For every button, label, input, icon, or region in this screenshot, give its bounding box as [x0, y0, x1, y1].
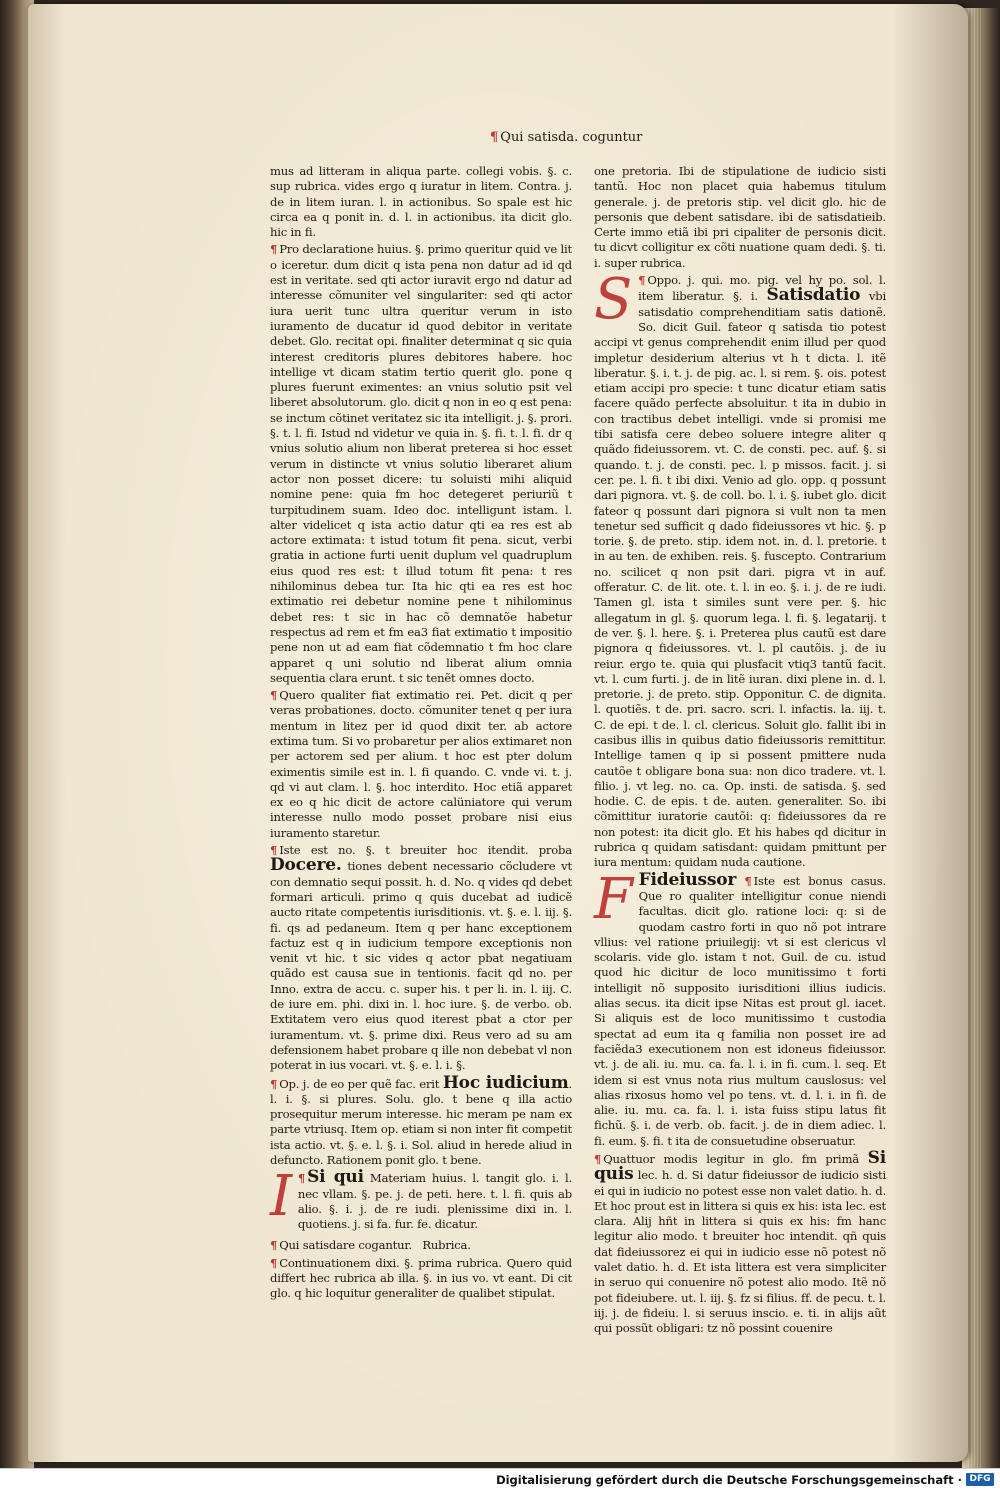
pilcrow-icon: ¶: [638, 273, 646, 288]
section-heading: Docere.: [270, 855, 342, 876]
pilcrow-icon: ¶: [270, 1238, 278, 1253]
paragraph: one pretoria. Ibi de stipulatione de iudicio sisti tantũ. Hoc non placet quia habemus titulum generale. j. de pretoris stip. vel dicit glo. hic de personis que debent satisdare. ibi de satisdatieib. Certe immo etiã ibi pri cipaliter de personis dicit. tu dicvt colligitur ex cõti nuatione quam dedi. §. ti. i. super rubrica.: [594, 164, 886, 270]
section-docere: ¶ Iste est no. §. t breuiter hoc itendit. proba Docere. tiones debent necessario cõcludere vt con demnatio sequi possit. h. d. No. q vides qd debet formari articuli. primo q quis ducebat ad iudicẽ aucto ritate competentis iurisditionis. vt. §. e. l. iij. §. fi. qs ad pedaneum. Item q per hanc exceptionem factuz est q in iudicium tempore exceptionis non venit vt hic. t sic vides q actor pbat negatiuam quãdo est causa sue in tentionis. facit qd no. per Inno. extra de accu. c. super his. t per li. in. l. iij. C. de iure em. phi. dixi in. l. hoc iure. §. de verbo. ob. Extitatem vero eius quod iterest pbat a ctor per iuramentum. vt. §. prime dixi. Reus vero ad su am defensionem habet probare q ille non debebat vl non poterat in ius vocari. vt. §. e. l. i. §.: [270, 843, 572, 1073]
red-initial-letter: I: [270, 1164, 292, 1230]
pilcrow-icon: ¶: [297, 1171, 306, 1186]
section-heading: Fideiussor: [638, 869, 737, 890]
running-title: ¶ Qui satisda. coguntur: [490, 130, 643, 145]
section-heading: Hoc iudicium: [442, 1072, 569, 1093]
section-fideiussor: F Fideiussor ¶ Iste est bonus casus. Que ro qualiter intelligitur conue niendi facultas. dicit glo. ratione loci: q: si de quodam castro forti in quo nõ pot intrare vllius: vel ratione priuilegij: vt si est clericus vl scolaris. vide glo. istam t not. Guil. de cu. istud quod hic dicitur de loco munitissimo t forti intelligit nõ supposito iurisditioni illius iudicis. alias secus. ita dicit ipse Nitas est prout gl. iacet. Si aliquis est de loco munitissimo t custodia spectat ad eum ita q familia non posset ire ad faciẽda3 executionem non est idoneus fideiussor. vt. j. de ali. iu. mu. ca. fa. l. i. in fi. cum. l. seq. Et idem si est vnus nota rius multum causlosus: vel alias rixosus homo vel po tens. vt. d. l. i. in fi. de alie. iu. mu. ca. fa. l. i. ista fuiss stipu latus fit fichũ. §. i. de verb. ob. facit. j. de in diem adiec. l. fi. eum. §. fi. t ita de consuetudine obseruatur.: [594, 866, 886, 1148]
paragraph: ¶ Pro declaratione huius. §. primo queritur quid ve lit o iceretur. dum dicit q ista pena non datur ad id qd est in veritate. sed qti actor iuravit ergo nd datur ad interesse cõmuniter vel singulariter: sed qti actor iura uerit tunc ultra queritur verum in isto iuramento de ducatur id quod debitor in veritate debet. Glo. recitat opi. finaliter determinat q sic quia interest creditoris plures debitores habere. hoc intellige vt dicam statim tertio querit glo. pone q plures fuerunt eximentes: an vnius solutio psit vel liberet absolutorum. glo. dicit q non in eo q est pena: se inctum cõtinet veritatez sic ita intelligit. j. §. prori. §. t. l. fi. Istud nd videtur ve quia in. §. fi. t. l. fi. dr q vnius solutio alium non liberat preterea si hoc esset verum in distincte vt vnius solutio liberaret alium actor non posset dicere: tu soluisti mihi aliquid nomine pene: quia fm hoc detegeret periuriũ t turpitudinem suam. Ideo doc. intelligunt istam. l. alter videlicet q ista actio datur qti ea res est ab actore extimata: t istud totum fit pena. sicut, verbi gratia in actione furti uenit duplum vel quadruplum eius quod res est: t illud totum fit pena: t res nihilominus debea tur. Ita hic qti ea res est hoc extimatio rei debetur nomine pene t nihilominus debet res: t sic in hac cõ demnatõe habetur respectus ad rem et fm ea3 fiat extimatio t impositio pene non ut ad eam fiat cõdemnatio t fm hoc clare apparet q uni solutio nd liberat alium omnia sequentia clara erunt. t sic tenẽt omnes docto.: [270, 242, 572, 685]
funding-credit: Digitalisierung gefördert durch die Deutsche Forschungsgemeinschaft ·: [496, 1473, 962, 1487]
pilcrow-icon: ¶: [744, 873, 752, 888]
paragraph: ¶ Continuationem dixi. §. prima rubrica. Quero quid differt hec rubrica ab illa. §. in ius vo. vt eant. Di cit glo. q hic loquitur generaliter de qualibet stipulat.: [270, 1255, 572, 1301]
pilcrow-icon: ¶: [490, 130, 499, 145]
pilcrow-icon: ¶: [270, 242, 278, 257]
section-satisdatio: S ¶ Oppo. j. qui. mo. pig. vel hy po. sol. l. item liberatur. §. i. Satisdatio vbi satisdatio comprehenditiam satis dationẽ. So. dicit Guil. fateor q satisda tio potest accipi vt genus comprehendit enim illud per quod impletur desiderium alterius vt h t dicta. l. itẽ liberatur. §. i. t. j. de pig. ac. l. si rem. §. ois. potest etiam accipi pro specie: t tunc dicatur etiam satis facere quãdo perfecte absoluitur. t ita in dubio in con tractibus debet intelligi. vnde si promisi me tibi satisfa cere debeo soluere integre aliter q quãdo fideiussorem. vt. C. de consti. pec. auf. §. si quando. t. j. de consti. pec. l. p missos. facit. j. si cer. pe. l. fi. t ibi dixi. Venio ad glo. opp. q possunt dari pignora. vt. §. de coll. bo. l. i. §. iubet glo. dicit fateor q possunt dari pignora si vult non ta men tenetur sed sufficit q dado fideiussores vt hic. §. p torie. §. de preto. stip. idem not. in. d. l. pretorie. t in au ten. de exhiben. reis. §. fuscepto. Contrarium no. scilicet q non psit dari. pigra vt in auf. offeratur. C. de lit. ote. t. l. in eo. §. i. j. de re iudi. Tamen gl. ista t similes sunt vere per. §. hic allegatum in gl. §. quorum lega. l. fi. §. legatarij. t de ver. §. l. here. §. i. Preterea plus cautũ est dare pignora q fideiussores. vt. l. pl cautõis. j. de iu reiur. ergo te. quia qui plusfacit vtiq3 tantũ facit. vt. l. cum furti. j. de in litẽ iuran. dixi plene in. d. l. pretorie. j. de preto. stip. Opponitur. C. de dignita. l. quotiẽs. t de. pri. sacro. scri. l. infactis. la. iij. t. C. de epi. t de. l. cl. clericus. Soluit glo. fallit ibi in casibus illis in quibus datio fideiussoris remittitur. Intellige tamen q ip si possent pmittere nuda cautõe t obligare bona sua: non dico tradere. vt. l. filio. j. vt leg. no. ca. Op. insti. de satisda. §. sed hodie. C. de epis. t de. auten. generaliter. So. ibi cõmittitur iuratorie cautõi: q: fideiussores da re non potest: ita dicit glo. Et his habes qd dicitur in rubrica q quidam satisdant: quidam pmittunt per iura mentum: quidam nuda cautione.: [594, 267, 886, 870]
paragraph: mus ad litteram in aliqua parte. collegi vobis. §. c. sup rubrica. vides ergo q iuratur in litem. Contra. j. de in litem iuran. l. in actionibus. So spale est hic circa ea q ponit in. d. l. in actionibus. ita dicit glo. hic in fi.: [270, 164, 572, 240]
red-initial-letter: S: [594, 267, 633, 333]
footer-bar: [0, 1468, 1000, 1491]
section-heading: Si quis: [594, 1148, 886, 1185]
left-column: [270, 164, 572, 1301]
pilcrow-icon: ¶: [594, 1152, 602, 1166]
section-heading: Satisdatio: [766, 285, 861, 306]
right-column: [594, 164, 886, 1336]
section-heading: Si qui: [307, 1167, 364, 1188]
pilcrow-icon: ¶: [270, 1255, 278, 1270]
pilcrow-icon: ¶: [270, 688, 278, 703]
red-initial-letter: F: [594, 866, 633, 932]
pilcrow-icon: ¶: [270, 843, 278, 858]
pilcrow-icon: ¶: [270, 1076, 278, 1091]
rubric-heading: ¶ Qui satisdare cogantur. Rubrica.: [270, 1238, 471, 1253]
dfg-logo-icon: DFG: [966, 1473, 994, 1486]
paragraph: ¶ Quero qualiter fiat extimatio rei. Pet. dicit q per veras probationes. docto. cõmuniter tenet q per iura mentum in litez per id quod dixit ter. ab actore extima tum. Si vo probaretur per alios extimaret non per actorem sed per alium. t hoc est pter dolum eximentis simile est in. l. fi quando. C. vnde vi. t. j. qd vi aut clam. l. §. hoc interdito. Hoc etiã apparet ex eo q hic dicit de actore calüniatore qui verum interesse nullo modo posset probare nisi eius iuramento staretur.: [270, 688, 572, 840]
section-si-quis: ¶ Quattuor modis legitur in glo. fm primã Si quis lec. h. d. Si datur fideiussor de iudicio sisti ei qui in iudicio no potest esse non valet datio. h. d. Et hoc prout est in littera si quis ex his: ista lec. est clara. Alij hñt in littera si quis ex his: fm hanc legitur alio modo. t breuiter hoc intendit. qñ quis dat fideiussorez ei qui in iudicio esse nõ potest nõ valet datio. h. d. Et ista littera est vera simpliciter in seruo qui conuenire nõ potest alio modo. Itẽ nõ pot fideiubere. ut. l. iij. §. fz si filius. ff. de pecu. t. l. iij. j. de fideiu. l. si seruus inscio. e. ti. in alijs aũt qui possũt obligari: tz nõ possint couenire: [594, 1148, 886, 1336]
section-si-qui: I ¶ Si qui Materiam huius. l. tangit glo. i. l. nec vllam. §. pe. j. de peti. here. t. l. fi. quis ab alio. §. i. j. de re iudi. plenissime dixi in. l. quotiens. j. si fa. fur. fe. dicatur.: [270, 1164, 572, 1232]
section-hoc-iudicium: ¶ Op. j. de eo per quẽ fac. erit Hoc iudicium. l. i. §. si plures. Solu. glo. t bene q illa actio prosequitur merum interesse. hic meram pe nam ex parte vtriusq. Item op. etiam si non inter fit competit ista actio. vt. §. e. l. §. i. Sol. aliud in herede aliud in defuncto. Rationem ponit glo. t bene.: [270, 1072, 572, 1167]
